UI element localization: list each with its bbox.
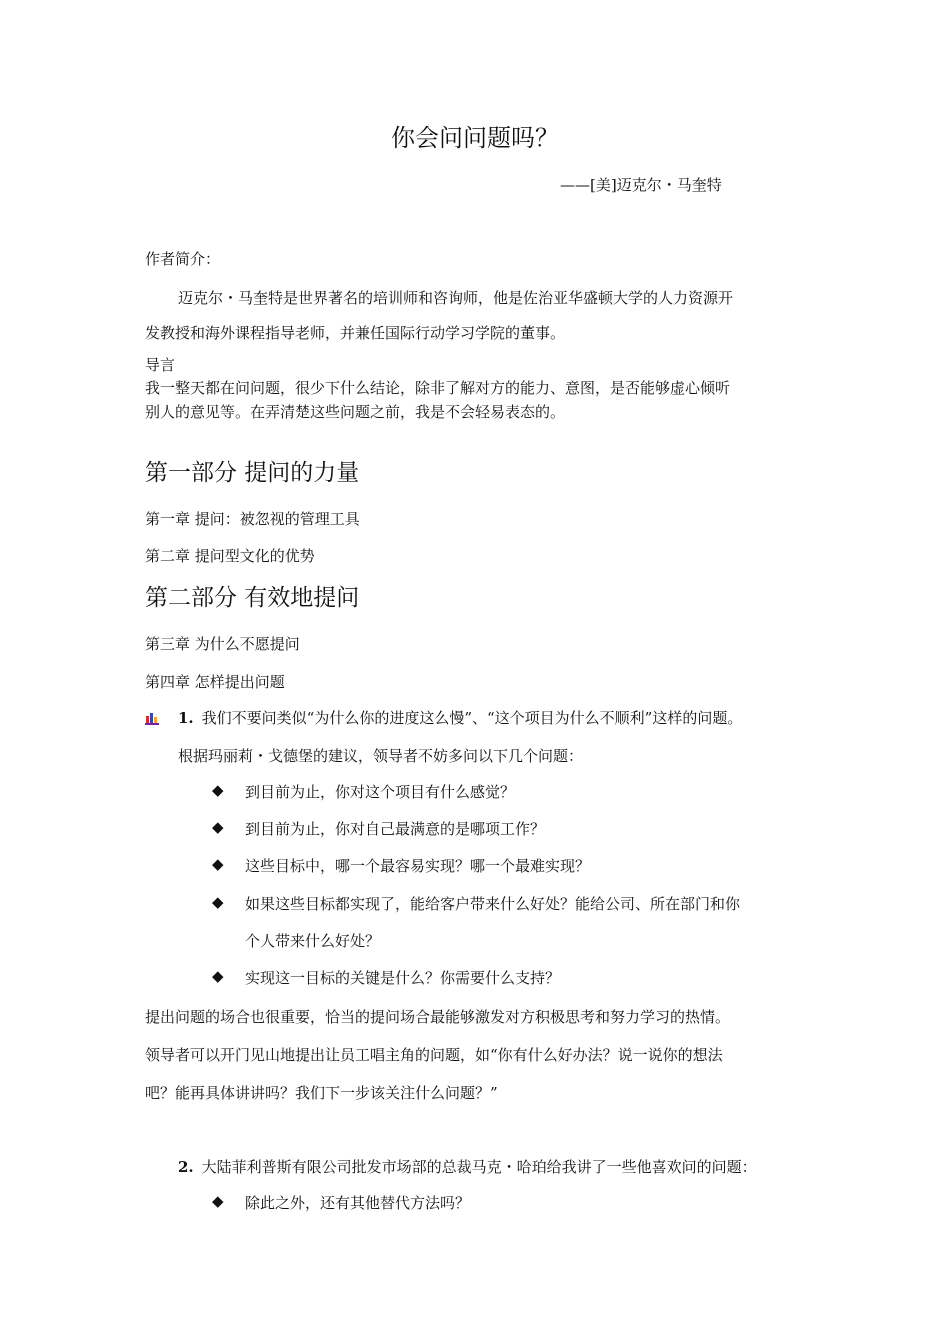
question-item: 如果这些目标都实现了，能给客户带来什么好处？能给公司、所在部门和你 <box>245 895 741 913</box>
diamond-bullet-icon: ◆ <box>212 781 224 799</box>
document-title: 你会问问题吗？ <box>391 124 559 152</box>
list-item-1 <box>178 706 742 731</box>
question-item: 除此之外，还有其他替代方法吗？ <box>245 1194 471 1212</box>
paragraph-line-2: 领导者可以开门见山地提出让员工唱主角的问题，如“你有什么好办法？说一说你的想法 <box>145 1046 723 1064</box>
question-item: 实现这一目标的关键是什么？你需要什么支持？ <box>245 969 561 987</box>
author-heading: 作者简介： <box>145 250 221 268</box>
question-item: 到目前为止，你对自己最满意的是哪项工作？ <box>245 820 546 838</box>
chapter-1: 第一章 提问：被忽视的管理工具 <box>145 510 360 528</box>
chapter-4: 第四章 怎样提出问题 <box>145 673 285 691</box>
list-item-1-subtext: 根据玛丽莉・戈德堡的建议，领导者不妨多问以下几个问题： <box>178 747 584 765</box>
diamond-bullet-icon: ◆ <box>212 855 224 873</box>
diamond-bullet-icon: ◆ <box>212 1192 224 1210</box>
diamond-bullet-icon: ◆ <box>212 818 224 836</box>
color-bars-icon <box>145 711 159 725</box>
list-item-2 <box>178 1155 757 1180</box>
diamond-bullet-icon: ◆ <box>212 967 224 985</box>
chapter-3: 第三章 为什么不愿提问 <box>145 635 300 653</box>
paragraph-line-1: 提出问题的场合也很重要，恰当的提问场合最能够激发对方积极思考和努力学习的热情。 <box>145 1008 731 1026</box>
list-item-1-number: 1. <box>178 709 194 727</box>
part-1-heading: 第一部分 提问的力量 <box>145 460 360 486</box>
author-bio-line-1: 迈克尔・马奎特是世界著名的培训师和咨询师，他是佐治亚华盛顿大学的人力资源开 <box>178 289 734 307</box>
question-item: 这些目标中，哪一个最容易实现？哪一个最难实现？ <box>245 857 591 875</box>
question-item: 到目前为止，你对这个项目有什么感觉？ <box>245 783 516 801</box>
diamond-bullet-icon: ◆ <box>212 893 224 911</box>
paragraph-line-3: 吧？能再具体讲讲吗？我们下一步该关注什么问题？” <box>145 1084 498 1102</box>
question-item-continued: 个人带来什么好处？ <box>245 932 381 950</box>
intro-heading: 导言 <box>145 356 176 374</box>
list-item-2-number: 2. <box>178 1158 194 1176</box>
intro-line-1: 我一整天都在问问题，很少下什么结论，除非了解对方的能力、意图，是否能够虚心倾听 <box>145 379 731 397</box>
list-item-1-text: 我们不要问类似“为什么你的进度这么慢”、“这个项目为什么不顺利”这样的问题。 <box>201 709 743 727</box>
author-bio-line-2: 发教授和海外课程指导老师，并兼任国际行动学习学院的董事。 <box>145 324 566 342</box>
part-2-heading: 第二部分 有效地提问 <box>145 585 360 611</box>
chapter-2: 第二章 提问型文化的优势 <box>145 547 315 565</box>
list-item-2-text: 大陆菲利普斯有限公司批发市场部的总裁马克・哈珀给我讲了一些他喜欢问的问题： <box>201 1158 757 1176</box>
intro-line-2: 别人的意见等。在弄清楚这些问题之前，我是不会轻易表态的。 <box>145 403 566 421</box>
byline: ——[美]迈克尔・马奎特 <box>560 176 722 194</box>
